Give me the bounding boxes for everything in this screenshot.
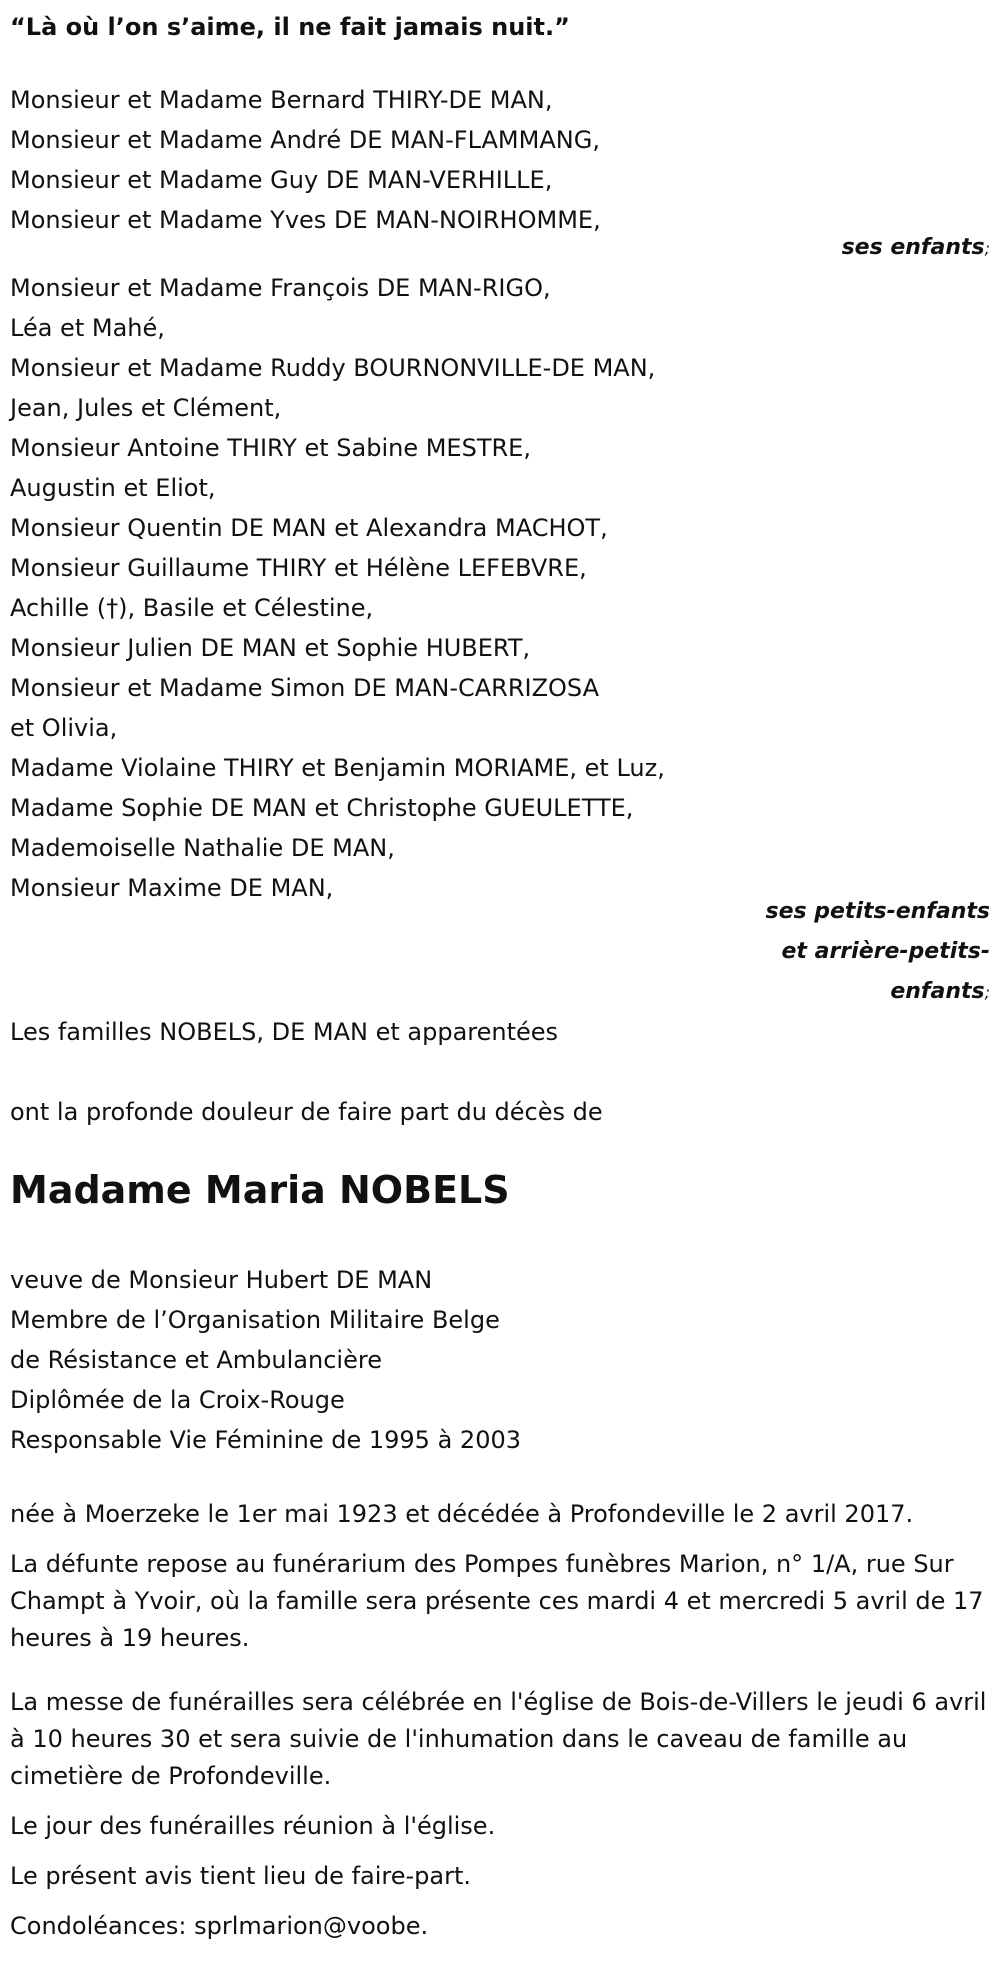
condolences-paragraph: Condoléances: sprlmarion@voobe.: [10, 1912, 429, 1940]
grandchildren-line: Achille (†), Basile et Célestine,: [10, 594, 374, 622]
title-line: Diplômée de la Croix-Rouge: [10, 1386, 345, 1414]
grandchildren-line: Monsieur Quentin DE MAN et Alexandra MACHOT,: [10, 514, 608, 542]
title-line: Membre de l’Organisation Militaire Belge: [10, 1306, 500, 1334]
grandchildren-line: Jean, Jules et Clément,: [10, 394, 282, 422]
deceased-name: Madame Maria NOBELS: [10, 1168, 510, 1212]
grandchildren-label-line: et arrière-petits-: [781, 939, 990, 964]
titles-list: [10, 1260, 521, 1460]
children-line: Monsieur et Madame André DE MAN-FLAMMANG,: [10, 126, 600, 154]
grandchildren-line: Léa et Mahé,: [10, 314, 165, 342]
grandchildren-line: Monsieur Julien DE MAN et Sophie HUBERT,: [10, 634, 531, 662]
grandchildren-label: [765, 892, 990, 1013]
title-line: Responsable Vie Féminine de 1995 à 2003: [10, 1426, 521, 1454]
grandchildren-line: Monsieur Guillaume THIRY et Hélène LEFEBVRE,: [10, 554, 587, 582]
title-line: de Résistance et Ambulancière: [10, 1346, 382, 1374]
children-line: Monsieur et Madame Guy DE MAN-VERHILLE,: [10, 166, 553, 194]
announcement-line: ont la profonde douleur de faire part du décès de: [10, 1098, 603, 1126]
grandchildren-line: Madame Sophie DE MAN et Christophe GUEULETTE,: [10, 794, 634, 822]
grandchildren-line: Monsieur et Madame François DE MAN-RIGO,: [10, 274, 551, 302]
grandchildren-line: Monsieur Antoine THIRY et Sabine MESTRE,: [10, 434, 531, 462]
grandchildren-line: Madame Violaine THIRY et Benjamin MORIAME, et Luz,: [10, 754, 665, 782]
children-label: [842, 228, 990, 269]
funerarium-paragraph: La défunte repose au funérarium des Pompes funèbres Marion, n° 1/A, rue Sur Champt à Yvoir, où la famille sera présente ces mardi 4 et mercredi 5 avril de 17 heures à 19 heures.: [10, 1550, 984, 1652]
children-line: Monsieur et Madame Yves DE MAN-NOIRHOMME,: [10, 206, 601, 234]
grandchildren-list: [10, 268, 665, 908]
notice-paragraph: Le présent avis tient lieu de faire-part.: [10, 1862, 472, 1890]
grandchildren-line: Monsieur et Madame Ruddy BOURNONVILLE-DE MAN,: [10, 354, 656, 382]
children-list: [10, 80, 601, 240]
birth-death-paragraph: née à Moerzeke le 1er mai 1923 et décédée à Profondeville le 2 avril 2017.: [10, 1500, 914, 1528]
grandchildren-line: Mademoiselle Nathalie DE MAN,: [10, 834, 395, 862]
grandchildren-line: Monsieur et Madame Simon DE MAN-CARRIZOSA: [10, 674, 600, 702]
label-semicolon: ;: [984, 983, 990, 1002]
opening-quote: “Là où l’on s’aime, il ne fait jamais nuit.”: [10, 13, 570, 41]
children-line: Monsieur et Madame Bernard THIRY-DE MAN,: [10, 86, 553, 114]
grandchildren-line: et Olivia,: [10, 714, 118, 742]
meeting-paragraph: Le jour des funérailles réunion à l'église.: [10, 1812, 496, 1840]
grandchildren-label-line: ses petits-enfants: [765, 899, 990, 924]
grandchildren-label-line: enfants: [890, 979, 985, 1004]
label-semicolon: ;: [984, 239, 990, 258]
title-line: veuve de Monsieur Hubert DE MAN: [10, 1266, 433, 1294]
grandchildren-line: Augustin et Eliot,: [10, 474, 216, 502]
funeral-mass-paragraph: La messe de funérailles sera célébrée en l'église de Bois-de-Villers le jeudi 6 avril à 10 heures 30 et sera suivie de l'inhumation dans le caveau de famille au cimetière de Profondeville.: [10, 1688, 987, 1790]
children-label-text: ses enfants: [841, 235, 985, 260]
grandchildren-line: Monsieur Maxime DE MAN,: [10, 874, 334, 902]
families-line: Les familles NOBELS, DE MAN et apparentées: [10, 1018, 559, 1046]
grandchildren-label-last: [765, 972, 990, 1013]
